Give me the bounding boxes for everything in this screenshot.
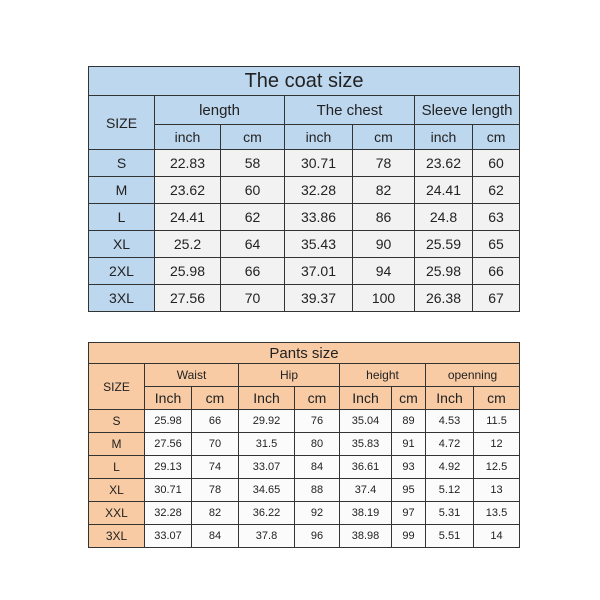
value-cell: 37.4 bbox=[340, 479, 392, 502]
value-cell: 65 bbox=[473, 231, 520, 258]
pants-table-body bbox=[89, 410, 520, 548]
value-cell: 70 bbox=[221, 285, 285, 312]
table-row bbox=[89, 433, 520, 456]
coat-unit: inch bbox=[285, 125, 353, 150]
value-cell: 27.56 bbox=[145, 433, 192, 456]
value-cell: 66 bbox=[473, 258, 520, 285]
value-cell: 26.38 bbox=[415, 285, 473, 312]
value-cell: 60 bbox=[473, 150, 520, 177]
size-cell: S bbox=[89, 410, 145, 433]
value-cell: 22.83 bbox=[155, 150, 221, 177]
value-cell: 66 bbox=[221, 258, 285, 285]
coat-unit: inch bbox=[415, 125, 473, 150]
value-cell: 97 bbox=[392, 502, 426, 525]
value-cell: 25.98 bbox=[145, 410, 192, 433]
pants-unit: cm bbox=[392, 387, 426, 410]
value-cell: 30.71 bbox=[145, 479, 192, 502]
value-cell: 24.41 bbox=[155, 204, 221, 231]
coat-table-title: The coat size bbox=[89, 67, 520, 96]
value-cell: 32.28 bbox=[285, 177, 353, 204]
table-row bbox=[89, 410, 520, 433]
pants-unit: Inch bbox=[426, 387, 474, 410]
size-cell: 3XL bbox=[89, 525, 145, 548]
value-cell: 89 bbox=[392, 410, 426, 433]
value-cell: 13 bbox=[474, 479, 520, 502]
size-cell: 2XL bbox=[89, 258, 155, 285]
value-cell: 67 bbox=[473, 285, 520, 312]
value-cell: 34.65 bbox=[239, 479, 295, 502]
value-cell: 12.5 bbox=[474, 456, 520, 479]
coat-table-body bbox=[89, 150, 520, 312]
value-cell: 25.98 bbox=[155, 258, 221, 285]
value-cell: 58 bbox=[221, 150, 285, 177]
value-cell: 91 bbox=[392, 433, 426, 456]
value-cell: 35.04 bbox=[340, 410, 392, 433]
coat-group-sleeve: Sleeve length bbox=[415, 96, 520, 125]
size-cell: XL bbox=[89, 479, 145, 502]
value-cell: 36.22 bbox=[239, 502, 295, 525]
value-cell: 64 bbox=[221, 231, 285, 258]
table-row bbox=[89, 150, 520, 177]
size-cell: M bbox=[89, 433, 145, 456]
value-cell: 62 bbox=[473, 177, 520, 204]
value-cell: 90 bbox=[353, 231, 415, 258]
size-cell: XXL bbox=[89, 502, 145, 525]
value-cell: 76 bbox=[295, 410, 340, 433]
pants-unit: cm bbox=[192, 387, 239, 410]
size-cell: S bbox=[89, 150, 155, 177]
value-cell: 36.61 bbox=[340, 456, 392, 479]
value-cell: 4.53 bbox=[426, 410, 474, 433]
value-cell: 35.83 bbox=[340, 433, 392, 456]
value-cell: 95 bbox=[392, 479, 426, 502]
value-cell: 5.51 bbox=[426, 525, 474, 548]
size-cell: M bbox=[89, 177, 155, 204]
value-cell: 33.07 bbox=[145, 525, 192, 548]
pants-size-table bbox=[88, 342, 520, 548]
value-cell: 63 bbox=[473, 204, 520, 231]
table-row bbox=[89, 479, 520, 502]
size-cell: 3XL bbox=[89, 285, 155, 312]
value-cell: 5.31 bbox=[426, 502, 474, 525]
value-cell: 13.5 bbox=[474, 502, 520, 525]
value-cell: 25.98 bbox=[415, 258, 473, 285]
pants-group-hip: Hip bbox=[239, 364, 340, 387]
table-row bbox=[89, 502, 520, 525]
value-cell: 38.98 bbox=[340, 525, 392, 548]
value-cell: 62 bbox=[221, 204, 285, 231]
value-cell: 60 bbox=[221, 177, 285, 204]
value-cell: 70 bbox=[192, 433, 239, 456]
pants-group-opening: openning bbox=[426, 364, 520, 387]
table-row bbox=[89, 525, 520, 548]
value-cell: 23.62 bbox=[415, 150, 473, 177]
value-cell: 23.62 bbox=[155, 177, 221, 204]
pants-unit: cm bbox=[474, 387, 520, 410]
value-cell: 24.41 bbox=[415, 177, 473, 204]
value-cell: 78 bbox=[353, 150, 415, 177]
value-cell: 37.8 bbox=[239, 525, 295, 548]
value-cell: 37.01 bbox=[285, 258, 353, 285]
value-cell: 80 bbox=[295, 433, 340, 456]
coat-size-header: SIZE bbox=[89, 96, 155, 150]
pants-group-waist: Waist bbox=[145, 364, 239, 387]
value-cell: 4.72 bbox=[426, 433, 474, 456]
value-cell: 35.43 bbox=[285, 231, 353, 258]
value-cell: 14 bbox=[474, 525, 520, 548]
value-cell: 66 bbox=[192, 410, 239, 433]
table-row bbox=[89, 258, 520, 285]
value-cell: 86 bbox=[353, 204, 415, 231]
value-cell: 11.5 bbox=[474, 410, 520, 433]
value-cell: 74 bbox=[192, 456, 239, 479]
coat-unit: cm bbox=[221, 125, 285, 150]
coat-unit: inch bbox=[155, 125, 221, 150]
value-cell: 32.28 bbox=[145, 502, 192, 525]
pants-group-height: height bbox=[340, 364, 426, 387]
value-cell: 29.92 bbox=[239, 410, 295, 433]
value-cell: 96 bbox=[295, 525, 340, 548]
value-cell: 25.2 bbox=[155, 231, 221, 258]
value-cell: 82 bbox=[353, 177, 415, 204]
pants-size-header: SIZE bbox=[89, 364, 145, 410]
table-row bbox=[89, 231, 520, 258]
value-cell: 27.56 bbox=[155, 285, 221, 312]
pants-unit: Inch bbox=[340, 387, 392, 410]
value-cell: 30.71 bbox=[285, 150, 353, 177]
value-cell: 82 bbox=[192, 502, 239, 525]
value-cell: 93 bbox=[392, 456, 426, 479]
table-row bbox=[89, 204, 520, 231]
size-cell: L bbox=[89, 456, 145, 479]
value-cell: 39.37 bbox=[285, 285, 353, 312]
value-cell: 94 bbox=[353, 258, 415, 285]
value-cell: 24.8 bbox=[415, 204, 473, 231]
value-cell: 4.92 bbox=[426, 456, 474, 479]
coat-unit: cm bbox=[353, 125, 415, 150]
value-cell: 12 bbox=[474, 433, 520, 456]
value-cell: 92 bbox=[295, 502, 340, 525]
size-cell: XL bbox=[89, 231, 155, 258]
pants-unit: Inch bbox=[145, 387, 192, 410]
pants-unit: Inch bbox=[239, 387, 295, 410]
coat-size-table bbox=[88, 66, 520, 312]
table-row bbox=[89, 456, 520, 479]
table-row bbox=[89, 177, 520, 204]
value-cell: 25.59 bbox=[415, 231, 473, 258]
value-cell: 99 bbox=[392, 525, 426, 548]
value-cell: 84 bbox=[192, 525, 239, 548]
value-cell: 100 bbox=[353, 285, 415, 312]
value-cell: 5.12 bbox=[426, 479, 474, 502]
table-row bbox=[89, 285, 520, 312]
value-cell: 33.86 bbox=[285, 204, 353, 231]
value-cell: 31.5 bbox=[239, 433, 295, 456]
value-cell: 84 bbox=[295, 456, 340, 479]
value-cell: 33.07 bbox=[239, 456, 295, 479]
pants-unit: cm bbox=[295, 387, 340, 410]
coat-group-chest: The chest bbox=[285, 96, 415, 125]
size-cell: L bbox=[89, 204, 155, 231]
value-cell: 29.13 bbox=[145, 456, 192, 479]
value-cell: 38.19 bbox=[340, 502, 392, 525]
coat-group-length: length bbox=[155, 96, 285, 125]
value-cell: 88 bbox=[295, 479, 340, 502]
coat-unit: cm bbox=[473, 125, 520, 150]
value-cell: 78 bbox=[192, 479, 239, 502]
pants-table-title: Pants size bbox=[89, 343, 520, 364]
